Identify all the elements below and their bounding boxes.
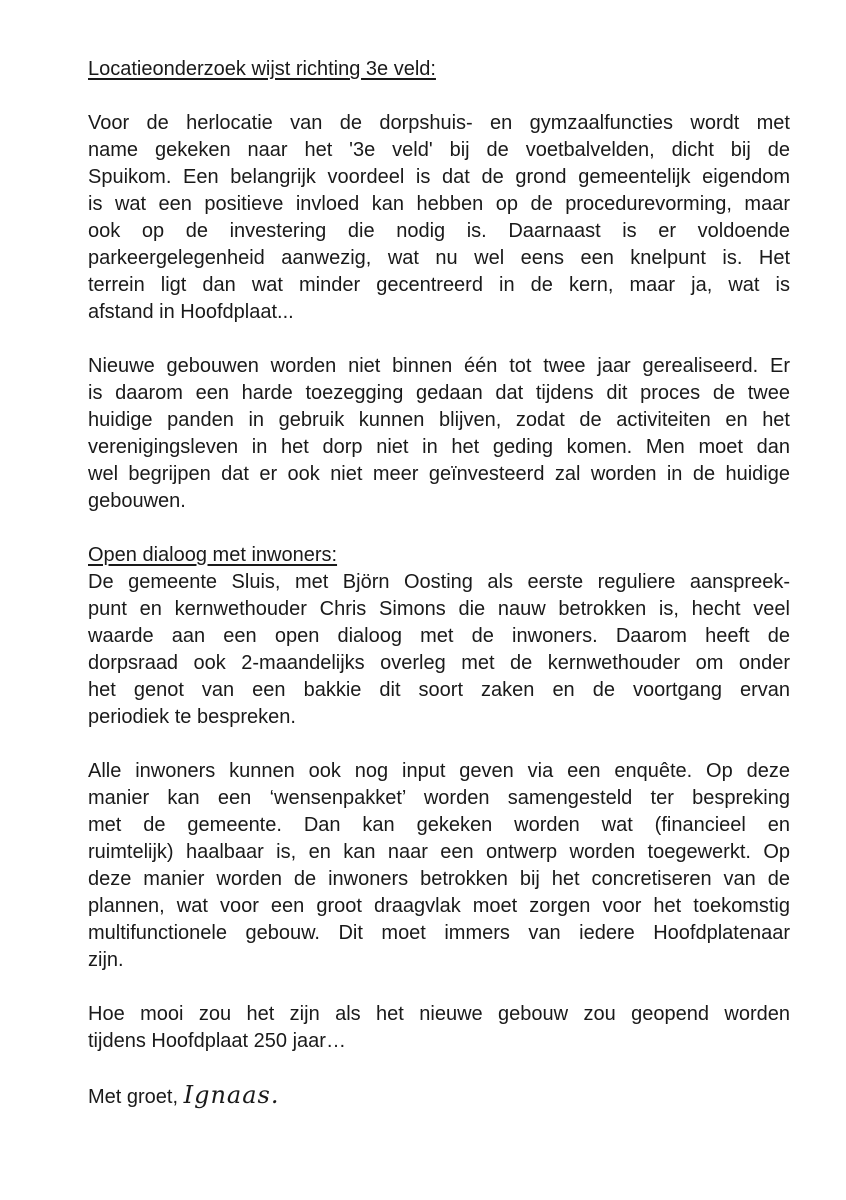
signature-prefix: Met groet,: [88, 1086, 184, 1108]
text-line: Voor de herlocatie van de dorpshuis- en gymzaalfuncties wordt met: [88, 112, 790, 134]
text-line: deze manier worden de inwoners betrokken bij het concretiseren van de: [88, 868, 790, 890]
text-line: Nieuwe gebouwen worden niet binnen één tot twee jaar gerealiseerd. Er: [88, 355, 790, 377]
text-line: Hoe mooi zou het zijn als het nieuwe gebouw zou geopend worden: [88, 1003, 790, 1025]
signature-line: [88, 1082, 790, 1111]
text-line: is daarom een harde toezegging gedaan dat tijdens dit proces de twee: [88, 382, 790, 404]
text-line: punt en kernwethouder Chris Simons die nauw betrokken is, hecht veel: [88, 598, 790, 620]
text-line: Spuikom. Een belangrijk voordeel is dat de grond gemeentelijk eigendom: [88, 166, 790, 188]
section-heading-location-research: Locatieonderzoek wijst richting 3e veld:: [88, 58, 436, 80]
text-line: ook op de investering die nodig is. Daarnaast is er voldoende: [88, 220, 790, 242]
text-line: tijdens Hoofdplaat 250 jaar…: [88, 1030, 346, 1052]
text-line: waarde aan een open dialoog met de inwoners. Daarom heeft de: [88, 625, 790, 647]
text-line: name gekeken naar het '3e veld' bij de voetbalvelden, dicht bij de: [88, 139, 790, 161]
paragraph-opening-wish: [88, 1001, 790, 1055]
text-line: multifunctionele gebouw. Dit moet immers van iedere Hoofdplatenaar: [88, 922, 790, 944]
signature-name: Ignaas.: [183, 1081, 280, 1109]
text-line: met de gemeente. Dan kan gekeken worden wat (financieel en: [88, 814, 790, 836]
text-line: plannen, wat voor een groot draagvlak moet zorgen voor het toekomstig: [88, 895, 790, 917]
paragraph-location-research: [88, 110, 790, 326]
text-line: manier kan een ‘wensenpakket’ worden samengesteld ter bespreking: [88, 787, 790, 809]
text-line: is wat een positieve invloed kan hebben op de procedurevorming, maar: [88, 193, 790, 215]
text-line: terrein ligt dan wat minder gecentreerd in de kern, maar ja, wat is: [88, 274, 790, 296]
text-line: ruimtelijk) haalbaar is, en kan naar een ontwerp worden toegewerkt. Op: [88, 841, 790, 863]
text-line: Alle inwoners kunnen ook nog input geven via een enquête. Op deze: [88, 760, 790, 782]
text-line: verenigingsleven in het dorp niet in het geding komen. Men moet dan: [88, 436, 790, 458]
text-line: parkeergelegenheid aanwezig, wat nu wel eens een knelpunt is. Het: [88, 247, 790, 269]
text-line: De gemeente Sluis, met Björn Oosting als eerste reguliere aanspreek-: [88, 571, 790, 593]
text-line: het genot van een bakkie dit soort zaken en de voortgang ervan: [88, 679, 790, 701]
text-line: wel begrijpen dat er ook niet meer geïnvesteerd zal worden in de huidige: [88, 463, 790, 485]
paragraph-survey-input: [88, 758, 790, 974]
paragraph-new-buildings: [88, 353, 790, 515]
text-line: gebouwen.: [88, 490, 186, 512]
text-line: periodiek te bespreken.: [88, 706, 296, 728]
section-heading-open-dialog: Open dialoog met inwoners:: [88, 544, 338, 566]
text-line: afstand in Hoofdplaat...: [88, 301, 294, 323]
text-line: dorpsraad ook 2-maandelijks overleg met de kernwethouder om onder: [88, 652, 790, 674]
text-line: zijn.: [88, 949, 124, 971]
paragraph-open-dialog: [88, 569, 790, 731]
text-line: huidige panden in gebruik kunnen blijven, zodat de activiteiten en het: [88, 409, 790, 431]
